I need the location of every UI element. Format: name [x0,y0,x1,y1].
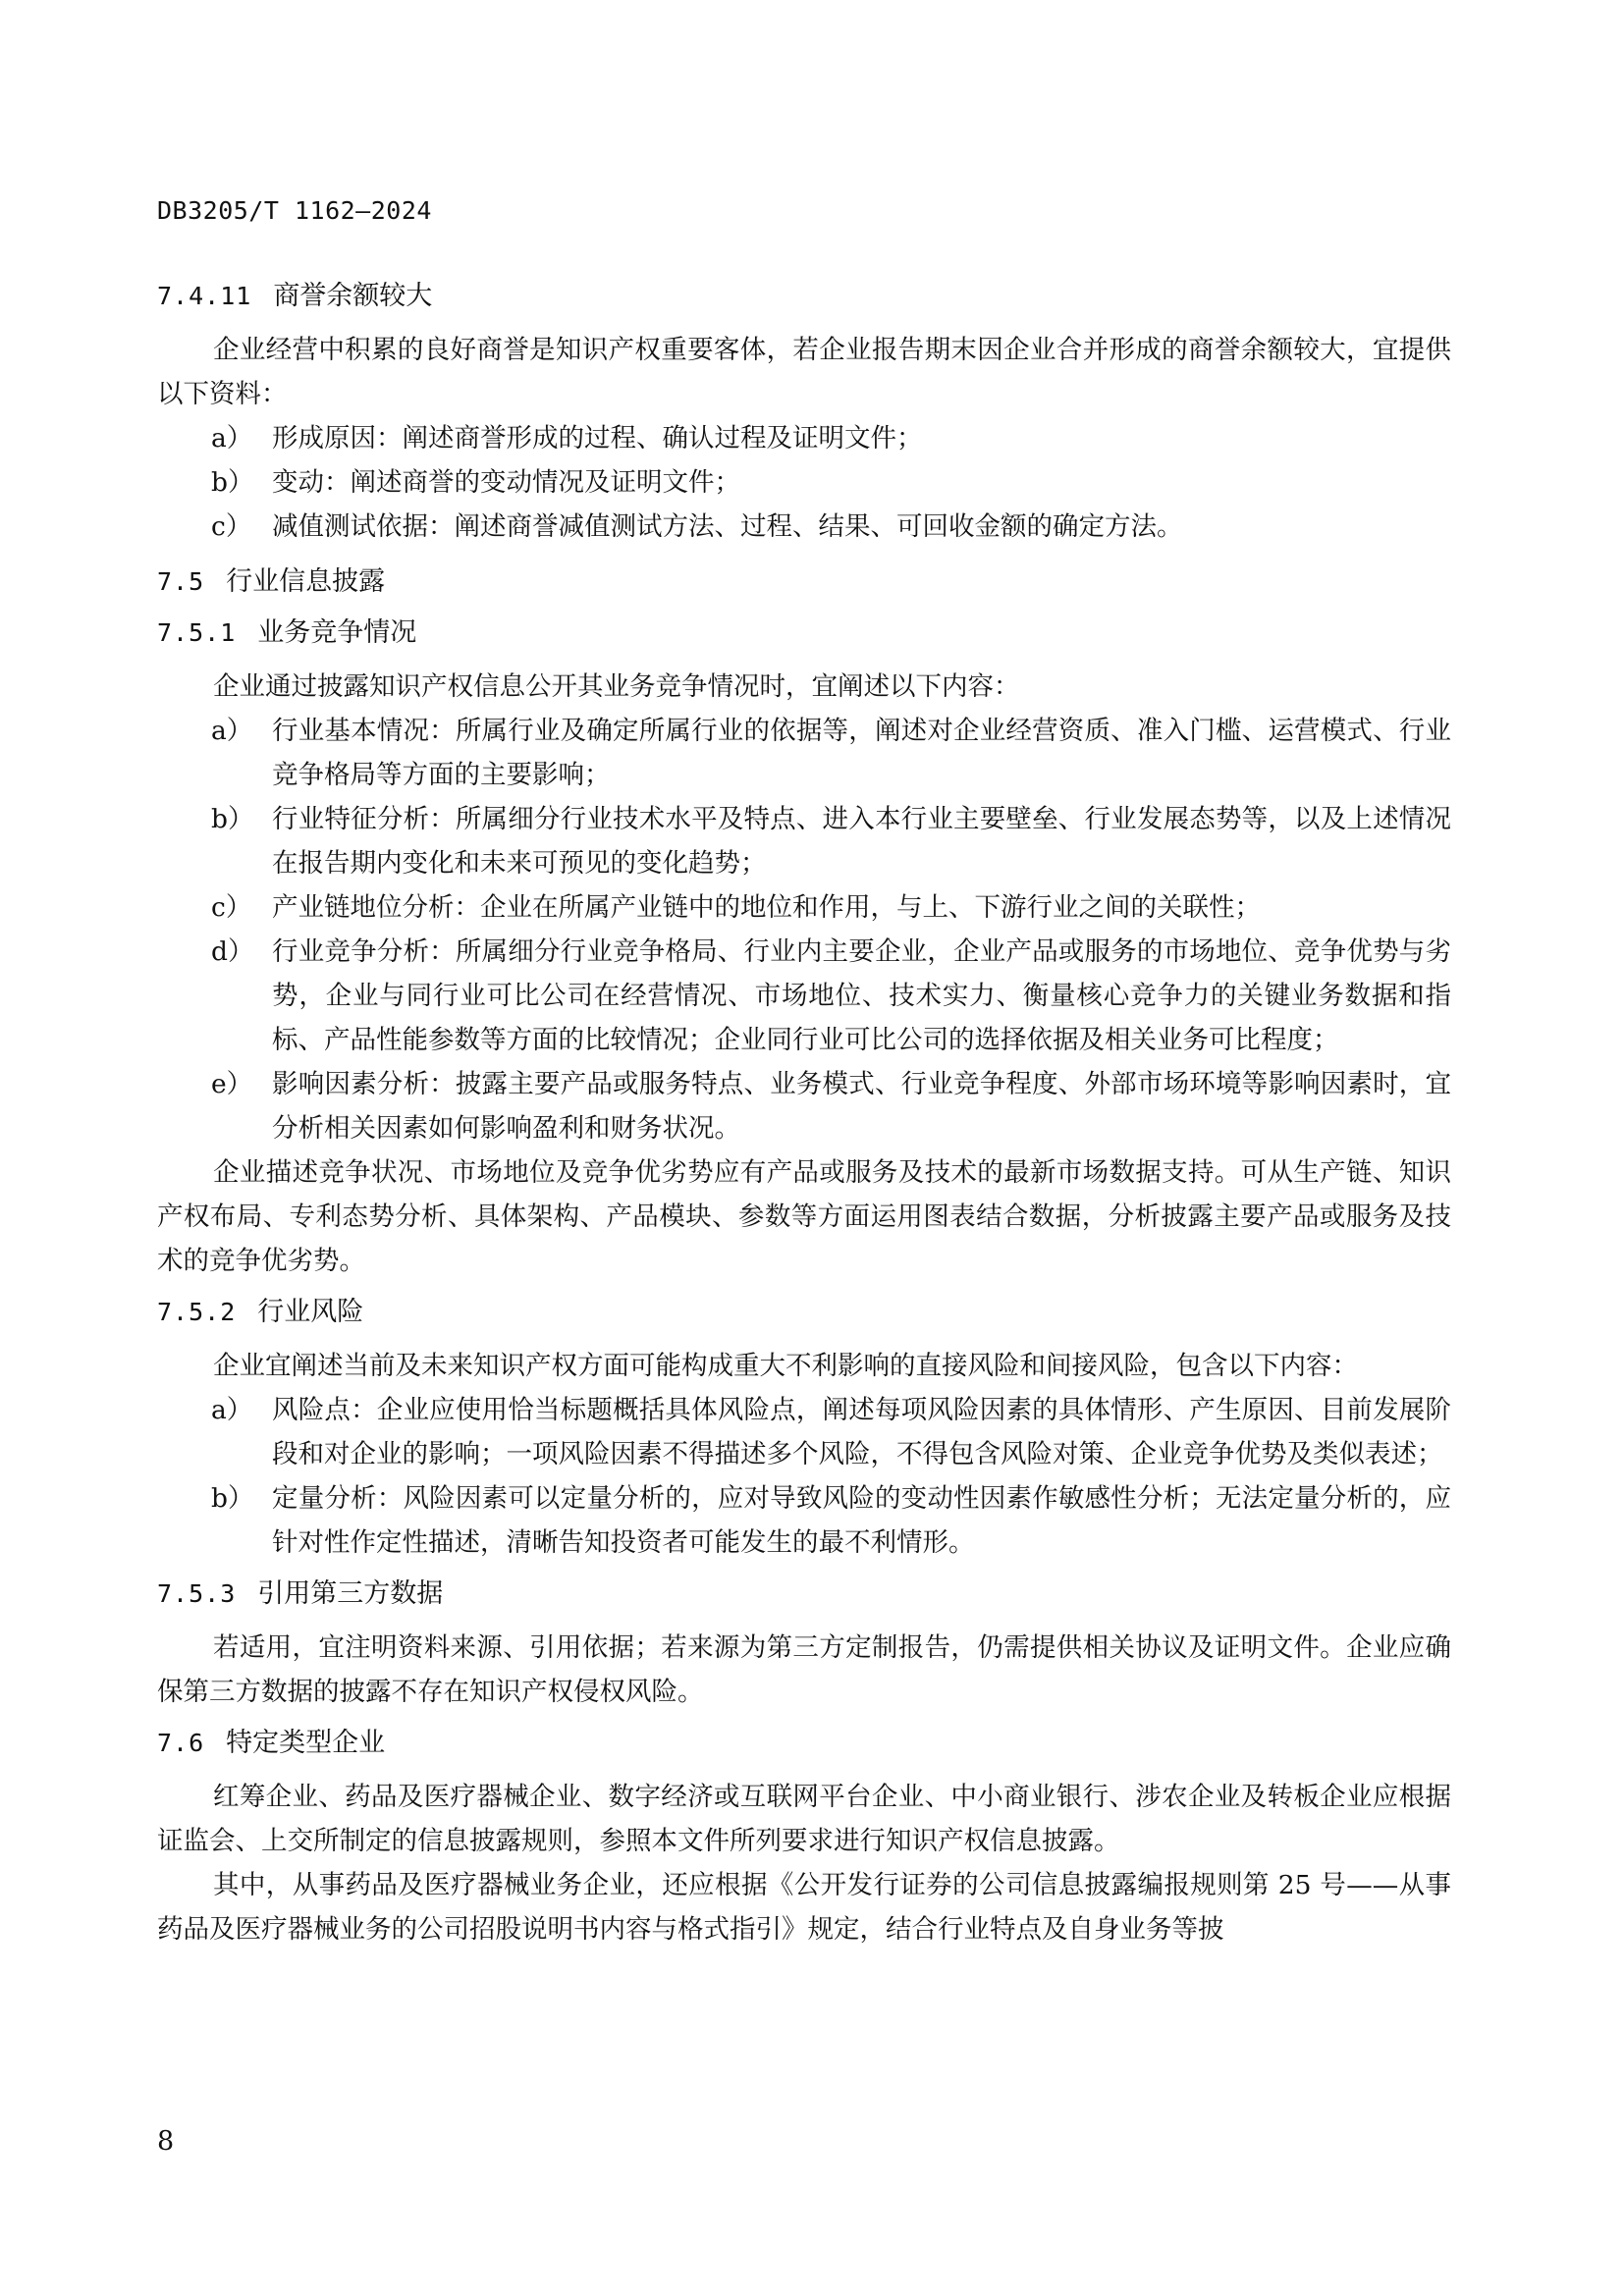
list-marker: b） [211,1483,254,1514]
section-title: 行业风险 [257,1297,364,1327]
list-item [157,797,1451,885]
section-number: 7.5 [157,567,205,596]
section-title: 业务竞争情况 [257,617,417,648]
list-item [157,416,1451,460]
section-heading-7-4-11 [157,277,1451,316]
list-item [157,460,1451,505]
list-marker: c） [211,892,252,923]
section-number: 7.5.2 [157,1298,237,1326]
list-item [157,505,1451,549]
list-marker: a） [211,423,253,454]
list-item-text: 行业特征分析：所属细分行业技术水平及特点、进入本行业主要壁垒、行业发展态势等，以及上述情况在报告期内变化和未来可预见的变化趋势； [272,804,1451,879]
section-heading-7-5-1 [157,614,1451,653]
paragraph: 若适用，宜注明资料来源、引用依据；若来源为第三方定制报告，仍需提供相关协议及证明文件。企业应确保第三方数据的披露不存在知识产权侵权风险。 [157,1632,1451,1707]
paragraph: 企业描述竞争状况、市场地位及竞争优劣势应有产品或服务及技术的最新市场数据支持。可从生产链、知识产权布局、专利态势分析、具体架构、产品模块、参数等方面运用图表结合数据，分析披露主要产品或服务及技术的竞争优劣势。 [157,1157,1451,1276]
list-item-text: 定量分析：风险因素可以定量分析的，应对导致风险的变动性因素作敏感性分析；无法定量分析的，应针对性作定性描述，清晰告知投资者可能发生的最不利情形。 [272,1483,1451,1558]
page-number: 8 [157,2126,175,2157]
list-marker: c） [211,511,252,542]
list-item-text: 影响因素分析：披露主要产品或服务特点、业务模式、行业竞争程度、外部市场环境等影响因素时，宜分析相关因素如何影响盈利和财务状况。 [272,1069,1451,1144]
list-item-text: 风险点：企业应使用恰当标题概括具体风险点，阐述每项风险因素的具体情形、产生原因、目前发展阶段和对企业的影响；一项风险因素不得描述多个风险，不得包含风险对策、企业竞争优势及类似表述； [272,1395,1451,1469]
list-item [157,1476,1451,1565]
list-marker: d） [211,936,254,967]
paragraph: 红筹企业、药品及医疗器械企业、数字经济或互联网平台企业、中小商业银行、涉农企业及转板企业应根据证监会、上交所制定的信息披露规则，参照本文件所列要求进行知识产权信息披露。 [157,1782,1451,1856]
list-item-text: 行业基本情况：所属行业及确定所属行业的依据等，阐述对企业经营资质、准入门槛、运营模式、行业竞争格局等方面的主要影响； [272,716,1451,790]
list-marker: a） [211,716,253,746]
list-marker: b） [211,467,254,498]
document-code: DB3205/T 1162—2024 [157,196,432,225]
section-number: 7.6 [157,1729,205,1757]
section-title: 特定类型企业 [226,1728,386,1758]
list-item-text: 形成原因：阐述商誉形成的过程、确认过程及证明文件； [272,423,923,454]
section-title: 行业信息披露 [226,566,386,597]
list-marker: a） [211,1395,253,1425]
list-marker: b） [211,804,254,834]
list-item [157,885,1451,930]
list-marker: e） [211,1069,253,1099]
section-title: 商誉余额较大 [273,281,433,311]
list-item [157,1062,1451,1150]
list-item-text: 减值测试依据：阐述商誉减值测试方法、过程、结果、可回收金额的确定方法。 [272,511,1183,542]
list-item [157,1388,1451,1476]
section-title: 引用第三方数据 [257,1578,444,1609]
document-body [157,277,1451,1951]
section-number: 7.4.11 [157,282,252,310]
paragraph: 企业宜阐述当前及未来知识产权方面可能构成重大不利影响的直接风险和间接风险，包含以下内容： [213,1351,1358,1381]
section-heading-7-5-2 [157,1293,1451,1332]
list-item [157,709,1451,797]
paragraph: 企业通过披露知识产权信息公开其业务竞争情况时，宜阐述以下内容： [213,671,1020,702]
section-number: 7.5.3 [157,1579,237,1608]
section-heading-7-5-3 [157,1575,1451,1614]
list-item-text: 变动：阐述商誉的变动情况及证明文件； [272,467,740,498]
list-item-text: 行业竞争分析：所属细分行业竞争格局、行业内主要企业，企业产品或服务的市场地位、竞争优势与劣势，企业与同行业可比公司在经营情况、市场地位、技术实力、衡量核心竞争力的关键业务数据和指标、产品性能参数等方面的比较情况；企业同行业可比公司的选择依据及相关业务可比程度； [272,936,1451,1055]
section-number: 7.5.1 [157,618,237,647]
section-heading-7-5 [157,562,1451,602]
paragraph: 企业经营中积累的良好商誉是知识产权重要客体，若企业报告期末因企业合并形成的商誉余额较大，宜提供以下资料： [157,335,1451,409]
list-item-text: 产业链地位分析：企业在所属产业链中的地位和作用，与上、下游行业之间的关联性； [272,892,1261,923]
paragraph: 其中，从事药品及医疗器械业务企业，还应根据《公开发行证券的公司信息披露编报规则第 25 号——从事药品及医疗器械业务的公司招股说明书内容与格式指引》规定，结合行业特点及自身业务等披 [157,1870,1451,1945]
section-heading-7-6 [157,1724,1451,1763]
list-item [157,930,1451,1062]
